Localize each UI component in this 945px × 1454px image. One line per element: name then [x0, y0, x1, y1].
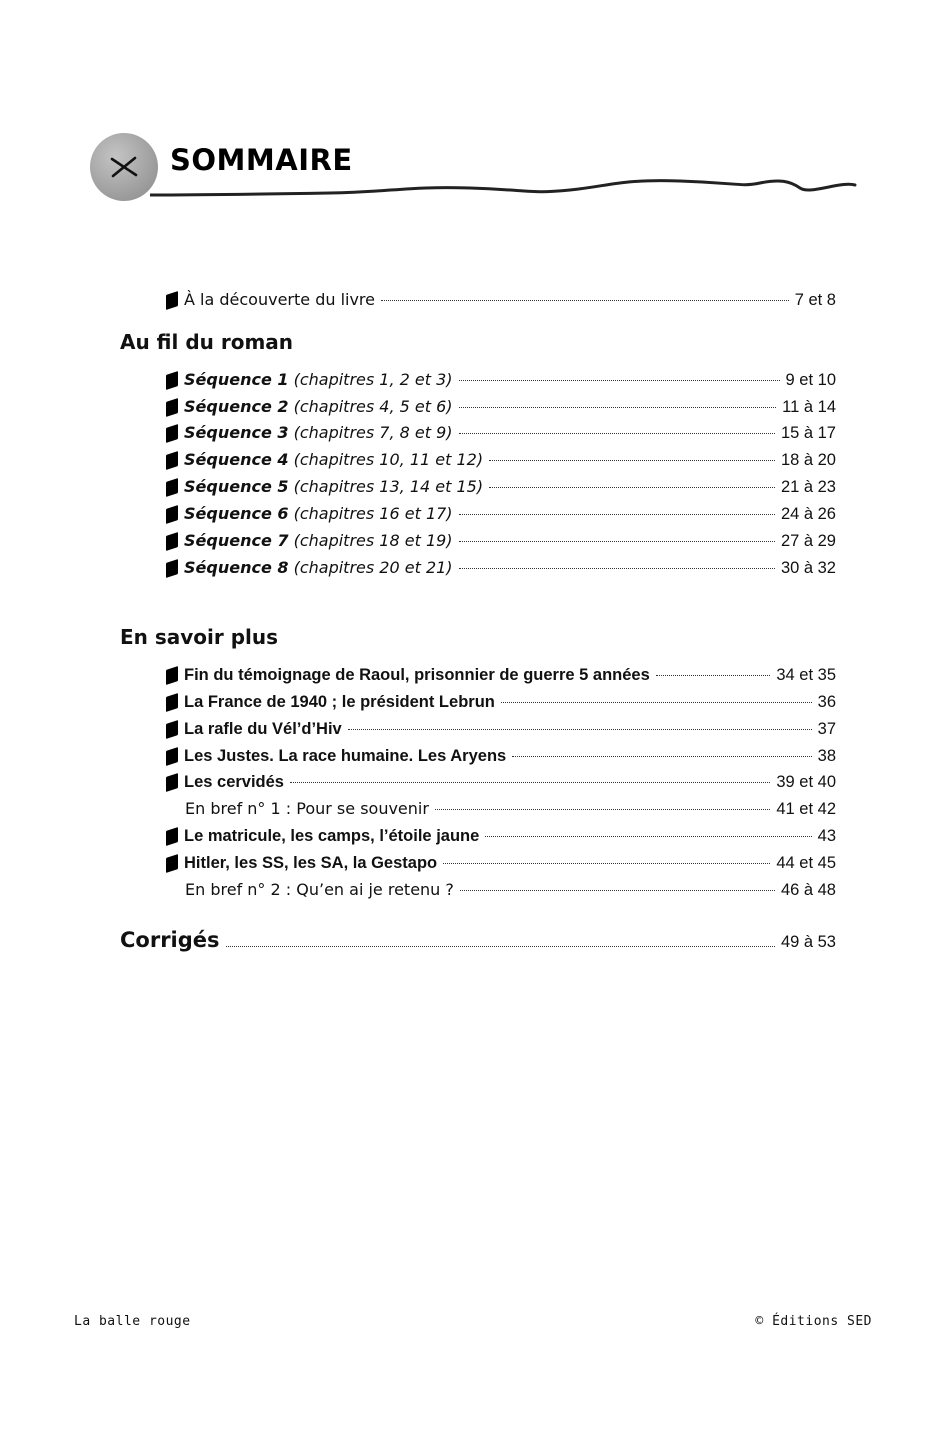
toc-entry-pages: 43 [817, 827, 836, 845]
dot-leader [460, 890, 775, 891]
sequence-label: Séquence 2 [184, 397, 289, 416]
bullet-icon [166, 371, 178, 390]
toc-entry-pages: 27 à 29 [780, 532, 836, 550]
toc-entry-sequence[interactable] [166, 502, 836, 526]
dot-leader [443, 863, 770, 864]
sequence-label: Séquence 8 [184, 558, 289, 577]
toc-entry[interactable] [166, 690, 836, 714]
dot-leader [290, 782, 770, 783]
toc-entry[interactable] [166, 770, 836, 794]
toc-entry-label: En bref n° 2 : Qu’en ai je retenu ? [185, 880, 454, 899]
bullet-icon [166, 720, 178, 739]
toc-entry-pages: 44 et 45 [776, 854, 836, 872]
bullet-icon [166, 773, 178, 792]
toc-entry-pages: 38 [817, 747, 836, 765]
dot-leader [485, 836, 811, 837]
bullet-icon [166, 666, 178, 685]
chapters-label: (chapitres 16 et 17) [288, 504, 453, 523]
dot-leader [435, 809, 770, 810]
chapters-label: (chapitres 4, 5 et 6) [288, 397, 453, 416]
chapters-label: (chapitres 7, 8 et 9) [288, 423, 453, 442]
toc-entry-pages: 11 à 14 [782, 398, 836, 416]
dot-leader [459, 514, 775, 515]
dot-leader [459, 568, 775, 569]
dot-leader [656, 675, 771, 676]
bullet-icon [166, 854, 178, 873]
toc-entry-label: Le matricule, les camps, l’étoile jaune [184, 827, 480, 845]
bullet-icon [166, 747, 178, 766]
bullet-icon [166, 451, 178, 470]
corriges-pages: 49 à 53 [780, 933, 836, 951]
dot-leader [226, 946, 775, 947]
page-title: SOMMAIRE [170, 143, 353, 177]
dot-leader [459, 433, 775, 434]
dot-leader [381, 300, 789, 301]
toc-entry[interactable] [166, 663, 836, 687]
toc-entry-sequence[interactable] [166, 529, 836, 553]
toc-entry-sequence[interactable] [166, 556, 836, 580]
dot-leader [459, 380, 780, 381]
toc-entry-pages: 21 à 23 [780, 478, 836, 496]
page-header [90, 133, 860, 213]
bullet-icon [166, 693, 178, 712]
sequence-label: Séquence 6 [184, 504, 289, 523]
toc-entry-label: Les Justes. La race humaine. Les Aryens [184, 747, 507, 765]
dot-leader [489, 487, 775, 488]
toc-entry-corriges[interactable] [120, 928, 836, 958]
bullet-icon [166, 424, 178, 443]
chapters-label: (chapitres 20 et 21) [288, 558, 453, 577]
toc-entry-intro[interactable] [166, 288, 836, 312]
sequence-label: Séquence 4 [184, 450, 289, 469]
toc-entry-pages: 41 et 42 [776, 800, 836, 818]
dot-leader [512, 756, 811, 757]
chapters-label: (chapitres 1, 2 et 3) [288, 370, 453, 389]
toc-entry-label: La France de 1940 ; le président Lebrun [184, 693, 495, 711]
chapters-label: (chapitres 18 et 19) [288, 531, 453, 550]
toc-entry-pages: 9 et 10 [785, 371, 836, 389]
dot-leader [489, 460, 775, 461]
x-mark-icon [90, 133, 158, 201]
toc-entry[interactable] [166, 744, 836, 768]
toc-entry-sequence[interactable] [166, 421, 836, 445]
toc-entry-sequence[interactable] [166, 475, 836, 499]
footer-book-title: La balle rouge [74, 1314, 191, 1329]
chapters-label: (chapitres 13, 14 et 15) [288, 477, 484, 496]
toc-entry[interactable] [166, 851, 836, 875]
toc-entry-label: Fin du témoignage de Raoul, prisonnier de guerre 5 années [184, 666, 650, 684]
toc-entry-pages: 39 et 40 [776, 773, 836, 791]
toc-entry-pages: 15 à 17 [780, 424, 836, 442]
sequence-label: Séquence 5 [184, 477, 289, 496]
sequence-label: Séquence 3 [184, 423, 289, 442]
toc-entry-pages: 24 à 26 [780, 505, 836, 523]
sequence-label: Séquence 7 [184, 531, 289, 550]
bullet-icon [166, 478, 178, 497]
toc-entry-label: Les cervidés [184, 773, 284, 791]
toc-entry-label: En bref n° 1 : Pour se souvenir [185, 799, 429, 818]
toc-entry-en-bref[interactable] [185, 878, 836, 902]
section-title-en-savoir-plus: En savoir plus [120, 625, 279, 649]
title-underline [150, 173, 860, 203]
footer-copyright: © Éditions SED [755, 1314, 872, 1329]
section-title-au-fil-du-roman: Au fil du roman [120, 330, 294, 354]
toc-entry-pages: 30 à 32 [780, 559, 836, 577]
toc-entry-en-bref[interactable] [185, 797, 836, 821]
toc-entry-sequence[interactable] [166, 448, 836, 472]
dot-leader [348, 729, 812, 730]
toc-entry[interactable] [166, 717, 836, 741]
toc-entry-sequence[interactable] [166, 368, 836, 392]
dot-leader [501, 702, 812, 703]
toc-entry-sequence[interactable] [166, 395, 836, 419]
title-badge [90, 133, 158, 201]
toc-entry-pages: 46 à 48 [780, 881, 836, 899]
bullet-icon [166, 559, 178, 578]
bullet-icon [166, 505, 178, 524]
dot-leader [459, 541, 775, 542]
toc-entry-pages: 36 [817, 693, 836, 711]
toc-entry-pages: 37 [817, 720, 836, 738]
bullet-icon [166, 398, 178, 417]
toc-entry-pages: 7 et 8 [794, 291, 836, 309]
toc-entry-pages: 18 à 20 [780, 451, 836, 469]
corriges-label: Corrigés [120, 928, 220, 952]
bullet-icon [166, 827, 178, 846]
sequence-label: Séquence 1 [184, 370, 289, 389]
bullet-icon [166, 291, 178, 310]
bullet-icon [166, 532, 178, 551]
dot-leader [459, 407, 777, 408]
toc-entry-label: Hitler, les SS, les SA, la Gestapo [184, 854, 438, 872]
toc-entry[interactable] [166, 824, 836, 848]
chapters-label: (chapitres 10, 11 et 12) [288, 450, 484, 469]
toc-entry-label: La rafle du Vél’d’Hiv [184, 720, 342, 738]
toc-entry-pages: 34 et 35 [776, 666, 836, 684]
toc-entry-label: À la découverte du livre [184, 290, 375, 309]
